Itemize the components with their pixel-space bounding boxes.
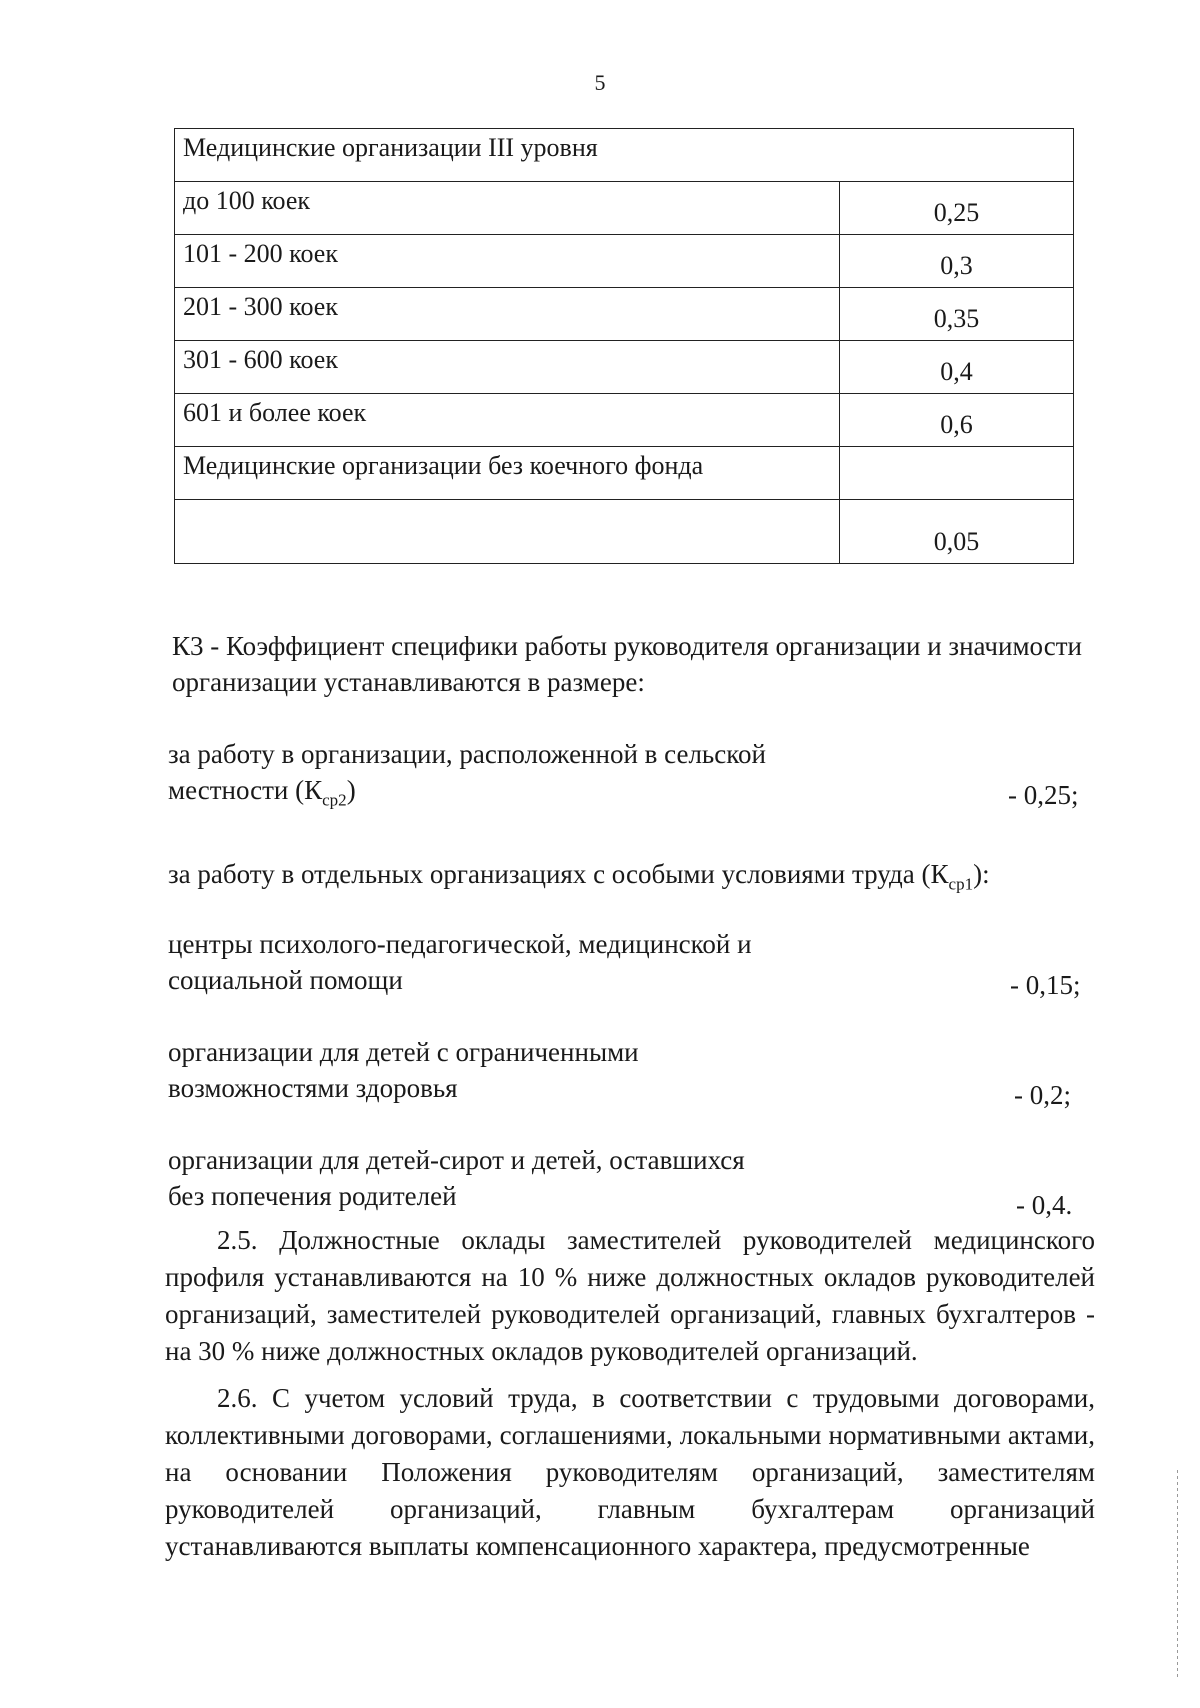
item-line2: возможностями здоровья <box>168 1073 458 1103</box>
row-value: 0,25 <box>840 182 1074 235</box>
row-value: 0,4 <box>840 341 1074 394</box>
table-header: Медицинские организации III уровня <box>175 129 1074 182</box>
table-row <box>175 182 1074 235</box>
rural-line2-text: местности (К <box>168 775 323 805</box>
item-line1: организации для детей с ограниченными <box>168 1037 639 1067</box>
row-value: 0,35 <box>840 288 1074 341</box>
row-label: 201 - 300 коек <box>175 288 840 341</box>
rural-line2-close: ) <box>346 775 356 805</box>
table-row <box>175 341 1074 394</box>
row-label: Медицинские организации без коечного фонда <box>175 447 840 500</box>
item-line1: центры психолого-педагогической, медицинской и <box>168 929 752 959</box>
row-label: 101 - 200 коек <box>175 235 840 288</box>
row-value: 0,05 <box>840 500 1074 564</box>
row-label: до 100 коек <box>175 182 840 235</box>
item-line2: без попечения родителей <box>168 1181 457 1211</box>
paragraph-2-6: 2.6. С учетом условий труда, в соответствии с трудовыми договорами, коллективными договорами, соглашениями, локальными нормативными актами, на основании Положения руководителям организаций, заместителям руководителей организаций, главным бухгалтерам организаций устанавливаются выплаты компенсационного характера, предусмотренные <box>165 1383 1095 1561</box>
item-line2: социальной помощи <box>168 965 403 995</box>
row-value: 0,3 <box>840 235 1074 288</box>
row-label: 601 и более коек <box>175 394 840 447</box>
row-value <box>840 447 1074 500</box>
list-item <box>168 1034 1088 1106</box>
special-intro-close: ): <box>973 859 990 889</box>
table-row <box>175 500 1074 564</box>
rural-item <box>168 736 1088 818</box>
table-row <box>175 394 1074 447</box>
row-label: 301 - 600 коек <box>175 341 840 394</box>
special-intro-text: за работу в отдельных организациях с особыми условиями труда (К <box>168 859 949 889</box>
special-intro <box>168 856 1088 902</box>
k3-intro: К3 - Коэффициент специфики работы руководителя организации и значимости организации устанавливаются в размере: <box>172 631 1082 697</box>
scan-edge-line <box>1177 1470 1178 1680</box>
rural-line2 <box>168 772 1088 818</box>
rural-subscript: ср2 <box>322 790 347 810</box>
table-row <box>175 288 1074 341</box>
paragraph-2-5: 2.5. Должностные оклады заместителей руководителей медицинского профиля устанавливаются на 10 % ниже должностных окладов руководителей организаций, заместителей руководителей организаций, главных бухгалтеров - на 30 % ниже должностных окладов руководителей организаций. <box>165 1225 1095 1366</box>
rural-line1: за работу в организации, расположенной в сельской <box>168 739 766 769</box>
list-item <box>168 926 1088 998</box>
table-row <box>175 447 1074 500</box>
page-number: 5 <box>594 70 606 95</box>
special-subscript: ср1 <box>948 874 974 894</box>
row-value: 0,6 <box>840 394 1074 447</box>
item-value: - 0,4. <box>1016 1190 1073 1220</box>
coefficient-table <box>174 128 1074 564</box>
rural-value: - 0,25; <box>1008 780 1079 810</box>
item-value: - 0,15; <box>1010 970 1081 1000</box>
table-header-row <box>175 129 1074 182</box>
list-item <box>168 1142 1088 1214</box>
item-line1: организации для детей-сирот и детей, оставшихся <box>168 1145 745 1175</box>
row-label <box>175 500 840 564</box>
table-row <box>175 235 1074 288</box>
item-value: - 0,2; <box>1014 1080 1071 1110</box>
